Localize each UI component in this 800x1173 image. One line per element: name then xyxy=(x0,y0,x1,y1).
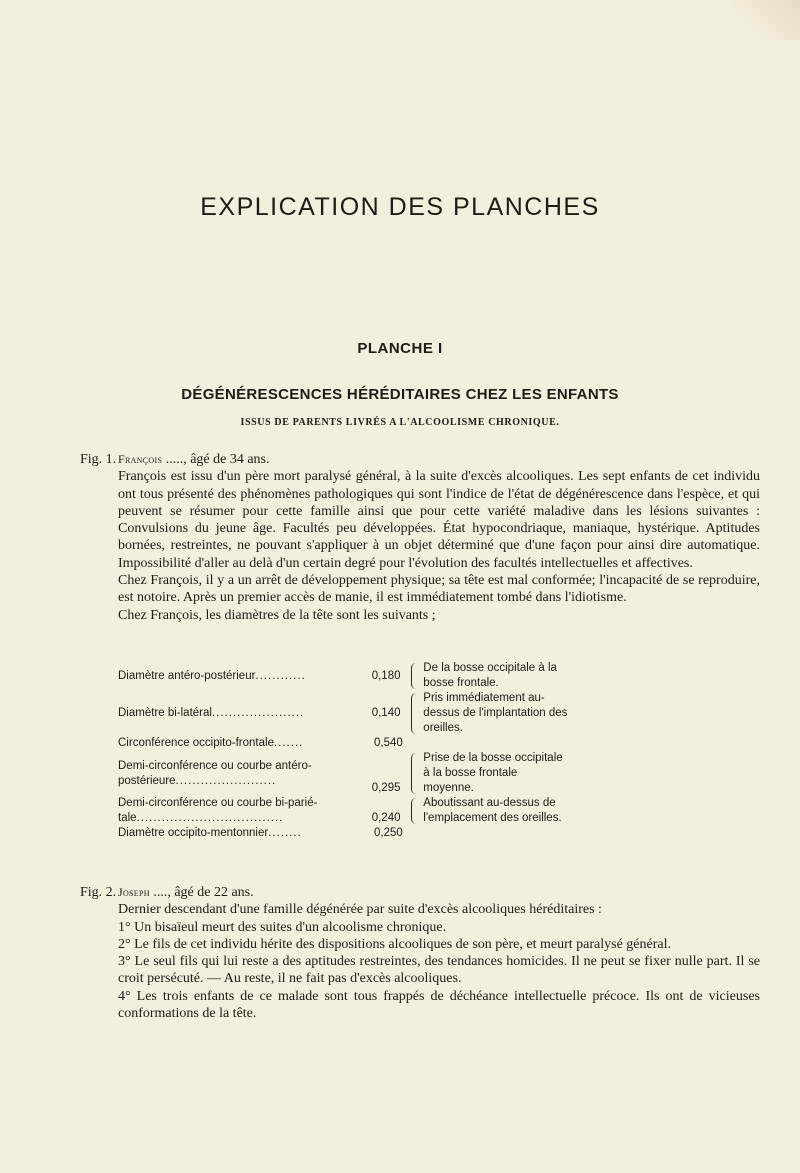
plate-heading: DÉGÉNÉRESCENCES HÉRÉDITAIRES CHEZ LES ENFANTS xyxy=(181,386,619,403)
figure-2-paragraph: 4° Les trois enfants de ce malade sont tous frappés de déchéance intellectuelle précoce. Ils ont de vicieuses conformations de la tête. xyxy=(118,988,760,1022)
measurement-row: Demi-circonférence ou courbe bi-parié- tale................................... 0,240 Aboutissant au-dessus de l'emplacement des oreilles. xyxy=(118,796,568,826)
brace xyxy=(411,753,419,794)
measurement-label-cont: postérieure xyxy=(118,774,176,787)
figure-2-description xyxy=(80,884,760,1022)
measurement-value: 0,295 xyxy=(371,782,401,794)
measurement-value: 0,540 xyxy=(374,737,403,749)
plate-title: PLANCHE I xyxy=(357,340,443,357)
figure-2-body xyxy=(80,901,760,1022)
measurement-label: Circonférence occipito-frontale xyxy=(118,737,274,749)
measurement-label: Diamètre bi-latéral xyxy=(118,707,212,719)
measurement-label-cont: tale xyxy=(118,812,137,824)
brace xyxy=(411,663,419,689)
brace xyxy=(411,693,419,734)
measurement-row: Demi-circonférence ou courbe antéro- postérieure........................ 0,295 Prise de la bosse occipitale à la bosse frontale moyenne. xyxy=(118,751,568,796)
measurement-note: De la bosse occipitale à la bosse frontale. xyxy=(423,662,557,689)
measurement-value: 0,140 xyxy=(371,707,401,719)
figure-1-heading xyxy=(80,451,760,468)
figure-2-name: Joseph xyxy=(118,885,150,899)
figure-1-paragraph: François est issu d'un père mort paralysé général, à la suite d'excès alcooliques. Les sept enfants de cet individu ont tous présenté des phénomènes pathologiques qui sont l'indice de l'état de dégénérescence dans l'espèce, et qui peuvent se résumer pour cette famille ainsi que pour cette variété maladive dans les lésions suivantes : Convulsions du jeune âge. Facultés peu développées. État hypocondriaque, maniaque, hystérique. Aptitudes bornées, restreintes, ne pouvant s'appliquer à un objet déterminé que d'une façon pour ainsi dire automatique. Impossibilité d'aller au delà d'un certain degré pour l'évolution des facultés intellectuelles et affectives. xyxy=(118,469,760,571)
plate-subheading: ISSUS DE PARENTS LIVRÉS A L'ALCOOLISME CHRONIQUE. xyxy=(240,417,560,428)
figure-2-paragraph: 2° Le fils de cet individu hérite des dispositions alcooliques de son père, et meurt paralysé général. xyxy=(118,936,671,952)
figure-1-body xyxy=(80,468,760,624)
figure-2-label: Fig. 2. xyxy=(80,885,117,900)
brace xyxy=(411,798,419,824)
figure-1-paragraph: Chez François, il y a un arrêt de développement physique; sa tête est mal conformée; l'incapacité de se reproduire, est notoire. Après un premier accès de manie, il est immédiatement tombé dans l'idiotisme. xyxy=(118,573,760,606)
head-measurements-table xyxy=(118,661,568,841)
figure-2-paragraph: Dernier descendant d'une famille dégénérée par suite d'excès alcooliques héréditaires : xyxy=(118,902,602,918)
main-title: EXPLICATION DES PLANCHES xyxy=(200,192,600,221)
figure-1-paragraph: Chez François, les diamètres de la tête sont les suivants ; xyxy=(118,607,436,623)
figure-1-label: Fig. 1. xyxy=(80,452,117,467)
measurement-row: Diamètre antéro-postérieur............ 0,180 De la bosse occipitale à la bosse frontale. xyxy=(118,661,568,691)
measurement-row: Circonférence occipito-frontale....... 0,540 xyxy=(118,736,568,751)
measurement-label: Diamètre occipito-mentonnier xyxy=(118,827,269,839)
measurement-note: Pris immédiatement au-dessus de l'implantation des oreilles. xyxy=(423,692,568,734)
figure-1-name: François xyxy=(118,452,163,466)
figure-2-paragraph: 3° Le seul fils qui lui reste a des aptitudes restreintes, des tendances homicides. Il ne peut se fixer nulle part. Il se croit persécuté. — Au reste, il ne fait pas d'excès alcooliques. xyxy=(118,954,760,987)
measurement-note: Prise de la bosse occipitale à la bosse frontale moyenne. xyxy=(423,752,563,794)
measurement-label: Demi-circonférence ou courbe antéro- xyxy=(118,759,312,772)
measurement-value: 0,250 xyxy=(374,827,403,839)
measurement-value: 0,240 xyxy=(371,812,401,824)
figure-1-intro: ....., âgé de 34 ans. xyxy=(162,452,270,467)
measurement-label: Diamètre antéro-postérieur xyxy=(118,669,256,682)
measurement-note: Aboutissant au-dessus de l'emplacement des oreilles. xyxy=(423,797,562,824)
figure-2-heading xyxy=(80,884,760,901)
figure-2-paragraph: 1° Un bisaïeul meurt des suites d'un alcoolisme chronique. xyxy=(118,919,447,935)
measurement-value: 0,180 xyxy=(371,669,401,682)
page-corner-shadow xyxy=(730,0,800,40)
measurement-row: Diamètre occipito-mentonnier........ 0,250 xyxy=(118,826,568,841)
measurement-label: Demi-circonférence ou courbe bi-parié- xyxy=(118,797,318,809)
measurement-row: Diamètre bi-latéral...................... 0,140 Pris immédiatement au-dessus de l'implantation des oreilles. xyxy=(118,692,568,734)
figure-1-description xyxy=(80,451,760,624)
figure-2-intro: ...., âgé de 22 ans. xyxy=(149,885,254,900)
